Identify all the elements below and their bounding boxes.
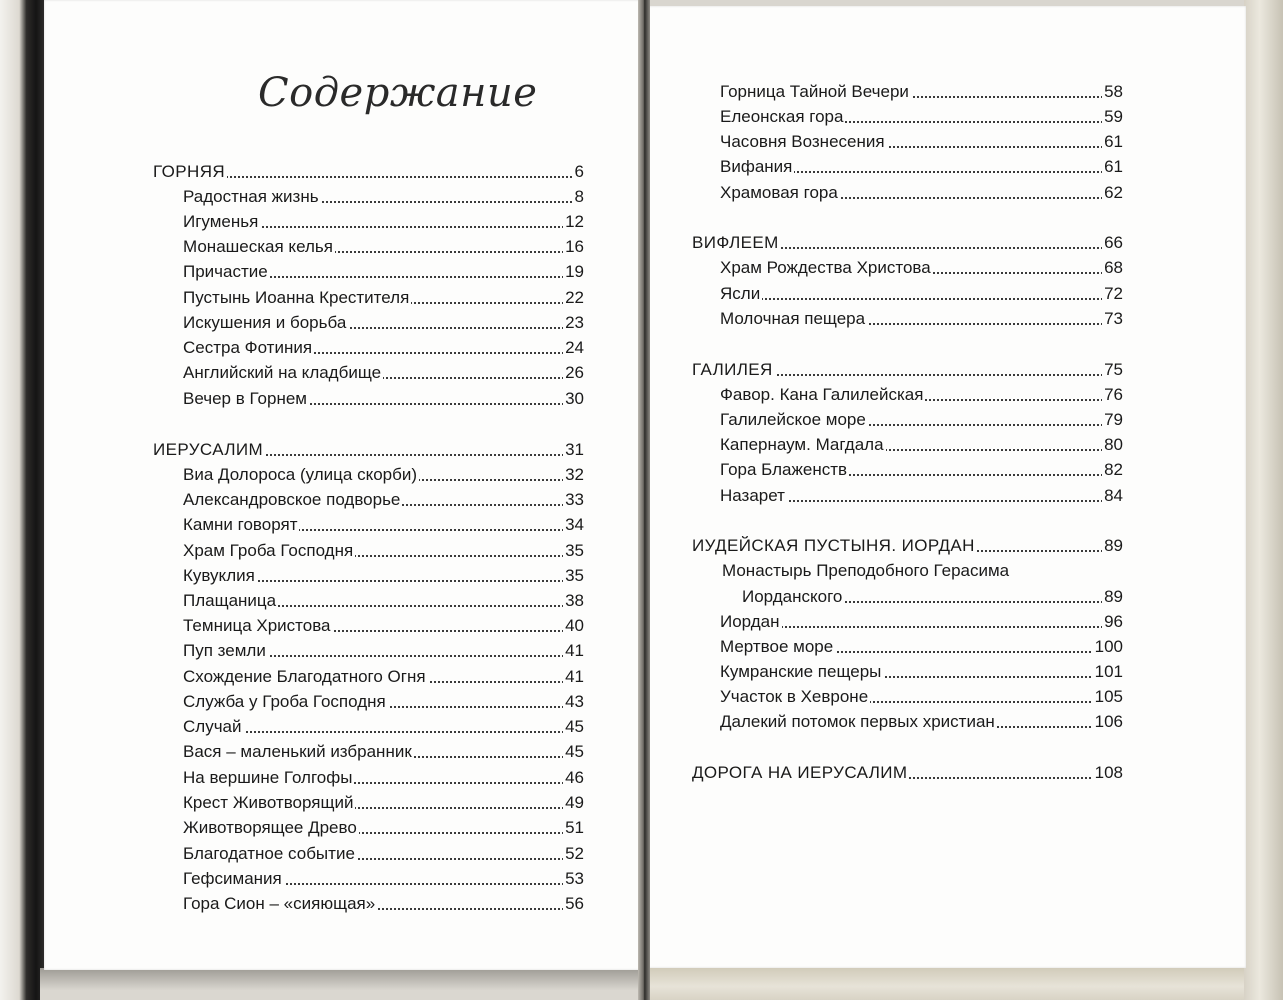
toc-page-number: 73 [1102, 307, 1123, 331]
toc-entry-title: Участок в Хевроне [720, 685, 870, 709]
toc-entry-title: Плащаница [183, 589, 278, 613]
toc-entry-title: Виа Долороса (улица скорби) [183, 463, 419, 487]
toc-entry-title: Монашеская келья [183, 235, 335, 259]
toc-entry [720, 610, 1123, 634]
book-cover-left-edge [0, 0, 48, 1000]
toc-entry [720, 635, 1123, 659]
toc-page-number: 76 [1102, 383, 1123, 407]
toc-page-number: 51 [563, 816, 584, 840]
toc-entry-title: ВИФЛЕЕМ [692, 231, 781, 255]
toc-page-number: 61 [1102, 155, 1123, 179]
toc-page-number: 89 [1102, 585, 1123, 609]
toc-page-number: 62 [1102, 181, 1123, 205]
toc-page-number: 23 [563, 311, 584, 335]
toc-entry [720, 105, 1123, 129]
toc-entry-title: Храмовая гора [720, 181, 840, 205]
toc-page-number: 24 [563, 336, 584, 360]
toc-entry [720, 307, 1123, 331]
toc-page-number: 84 [1102, 484, 1123, 508]
toc-entry [183, 185, 584, 209]
toc-section-heading [692, 534, 1123, 558]
toc-entry [183, 463, 584, 487]
toc-entry [183, 791, 584, 815]
toc-entry [720, 685, 1123, 709]
toc-page-number: 16 [563, 235, 584, 259]
toc-page-number: 30 [563, 387, 584, 411]
toc-entry-title: Кувуклия [183, 564, 257, 588]
toc-page-number: 105 [1093, 685, 1123, 709]
toc-entry-title: Схождение Благодатного Огня [183, 665, 428, 689]
toc-page-number: 35 [563, 539, 584, 563]
toc-entry [720, 256, 1123, 280]
toc-entry-title: Кумранские пещеры [720, 660, 883, 684]
toc-entry [720, 155, 1123, 179]
toc-entry [183, 766, 584, 790]
toc-page-number: 72 [1102, 282, 1123, 306]
toc-entry-title: Радостная жизнь [183, 185, 321, 209]
toc-entry [183, 235, 584, 259]
toc-entry [720, 80, 1123, 104]
toc-page-number: 56 [563, 892, 584, 916]
toc-page-number: 34 [563, 513, 584, 537]
toc-entry-title: Иорданского [742, 585, 844, 609]
toc-page-number: 45 [563, 740, 584, 764]
toc-page-number: 59 [1102, 105, 1123, 129]
toc-entry [183, 513, 584, 537]
toc-entry-title: Причастие [183, 260, 270, 284]
book-cover-bottom-right [648, 966, 1283, 1000]
toc-entry [183, 892, 584, 916]
toc-page-number: 45 [563, 715, 584, 739]
toc-entry-title: Животворящее Древо [183, 816, 359, 840]
toc-entry-title: Камни говорят [183, 513, 299, 537]
toc-page-number: 68 [1102, 256, 1123, 280]
toc-entry-title: Искушения и борьба [183, 311, 348, 335]
toc-page-number: 31 [563, 438, 584, 462]
toc-entry-title: Гора Блаженств [720, 458, 849, 482]
toc-entry-title: Молочная пещера [720, 307, 867, 331]
toc-entry-title: Горница Тайной Вечери [720, 80, 911, 104]
toc-page-number: 53 [563, 867, 584, 891]
toc-entry-title: Вифания [720, 155, 794, 179]
toc-entry-title: Фавор. Кана Галилейская [720, 383, 925, 407]
contents-title: Содержание [258, 70, 538, 116]
toc-entry [183, 740, 584, 764]
toc-entry [183, 539, 584, 563]
toc-entry [183, 564, 584, 588]
toc-entry-title: Гефсимания [183, 867, 284, 891]
toc-entry [742, 585, 1123, 609]
toc-entry [720, 282, 1123, 306]
toc-page-number: 96 [1102, 610, 1123, 634]
toc-entry-title: ГОРНЯЯ [153, 160, 227, 184]
toc-entry-title: Далекий потомок первых христиан [720, 710, 997, 734]
toc-entry-title: Монастырь Преподобного Герасима [722, 559, 1011, 583]
toc-page-number: 19 [563, 260, 584, 284]
toc-page-number: 32 [563, 463, 584, 487]
toc-page-number: 82 [1102, 458, 1123, 482]
toc-entry-title: Вечер в Горнем [183, 387, 309, 411]
toc-section-heading [153, 160, 584, 184]
toc-page-number: 33 [563, 488, 584, 512]
toc-entry-title: Темница Христова [183, 614, 333, 638]
toc-page-number: 66 [1102, 231, 1123, 255]
toc-entry [183, 842, 584, 866]
toc-page-number: 49 [563, 791, 584, 815]
toc-entry-title: ИУДЕЙСКАЯ ПУСТЫНЯ. ИОРДАН [692, 534, 977, 558]
toc-entry [183, 311, 584, 335]
toc-entry-title: ДОРОГА НА ИЕРУСАЛИМ [692, 761, 909, 785]
toc-entry [183, 589, 584, 613]
toc-entry [720, 130, 1123, 154]
toc-entry [720, 383, 1123, 407]
toc-entry [720, 710, 1123, 734]
toc-page-number: 80 [1102, 433, 1123, 457]
toc-page-number: 38 [563, 589, 584, 613]
toc-entry-title: Служба у Гроба Господня [183, 690, 388, 714]
toc-page-number: 79 [1102, 408, 1123, 432]
toc-entry [183, 614, 584, 638]
toc-entry-title: ГАЛИЛЕЯ [692, 358, 775, 382]
toc-entry [183, 715, 584, 739]
toc-entry-title: Храм Рождества Христова [720, 256, 933, 280]
toc-page-number: 61 [1102, 130, 1123, 154]
toc-page-number: 41 [563, 639, 584, 663]
toc-entry-title: Александровское подворье [183, 488, 402, 512]
toc-entry [183, 336, 584, 360]
toc-page-number: 52 [563, 842, 584, 866]
toc-page-number: 106 [1093, 710, 1123, 734]
toc-entry-title: Иордан [720, 610, 782, 634]
toc-page-number: 100 [1093, 635, 1123, 659]
toc-entry [720, 408, 1123, 432]
toc-entry-title: Крест Животворящий [183, 791, 355, 815]
toc-entry [722, 559, 1123, 583]
toc-entry [720, 484, 1123, 508]
toc-entry [720, 181, 1123, 205]
toc-entry [183, 639, 584, 663]
toc-section-heading [692, 231, 1123, 255]
toc-entry-title: Елеонская гора [720, 105, 845, 129]
book-cover-bottom-left [40, 968, 640, 1000]
toc-entry [720, 660, 1123, 684]
toc-page-number: 75 [1102, 358, 1123, 382]
toc-entry [183, 488, 584, 512]
toc-entry-title: Благодатное событие [183, 842, 357, 866]
toc-entry [183, 816, 584, 840]
toc-page-number: 89 [1102, 534, 1123, 558]
toc-entry-title: Английский на кладбище [183, 361, 383, 385]
toc-page-number: 108 [1093, 761, 1123, 785]
toc-entry [183, 665, 584, 689]
toc-entry-title: ИЕРУСАЛИМ [153, 438, 265, 462]
toc-entry-title: Капернаум. Магдала [720, 433, 886, 457]
toc-entry [183, 387, 584, 411]
toc-page-number: 26 [563, 361, 584, 385]
toc-page-number: 43 [563, 690, 584, 714]
toc-entry-title: Храм Гроба Господня [183, 539, 355, 563]
toc-section-heading [153, 438, 584, 462]
toc-entry-title: Мертвое море [720, 635, 835, 659]
toc-entry [183, 286, 584, 310]
toc-page-number: 46 [563, 766, 584, 790]
toc-entry-title: Пуп земли [183, 639, 268, 663]
toc-entry [720, 458, 1123, 482]
toc-entry-title: Гора Сион – «сияющая» [183, 892, 377, 916]
toc-entry-title: Пустынь Иоанна Крестителя [183, 286, 411, 310]
toc-entry [183, 690, 584, 714]
toc-entry [183, 210, 584, 234]
toc-page-number: 41 [563, 665, 584, 689]
toc-entry-title: Вася – маленький избранник [183, 740, 414, 764]
toc-page-number: 6 [573, 160, 584, 184]
toc-entry-title: Случай [183, 715, 244, 739]
toc-section-heading [692, 358, 1123, 382]
toc-page-number: 58 [1102, 80, 1123, 104]
toc-entry-title: Сестра Фотиния [183, 336, 314, 360]
toc-page-number: 35 [563, 564, 584, 588]
toc-entry [183, 260, 584, 284]
toc-entry [720, 433, 1123, 457]
toc-entry-title: На вершине Голгофы [183, 766, 354, 790]
toc-section-heading [692, 761, 1123, 785]
toc-page-number: 101 [1093, 660, 1123, 684]
toc-page-number: 22 [563, 286, 584, 310]
book-cover-right-edge [1244, 0, 1283, 1000]
toc-entry-title: Часовня Вознесения [720, 130, 887, 154]
toc-entry-title: Игуменья [183, 210, 260, 234]
toc-entry-title: Назарет [720, 484, 787, 508]
toc-page-number: 40 [563, 614, 584, 638]
toc-page-number: 8 [573, 185, 584, 209]
toc-dot-leader [720, 298, 1123, 300]
toc-page-number: 12 [563, 210, 584, 234]
toc-entry [183, 361, 584, 385]
toc-entry-title: Ясли [720, 282, 762, 306]
toc-entry [183, 867, 584, 891]
toc-entry-title: Галилейское море [720, 408, 868, 432]
book-gutter [638, 0, 650, 1000]
